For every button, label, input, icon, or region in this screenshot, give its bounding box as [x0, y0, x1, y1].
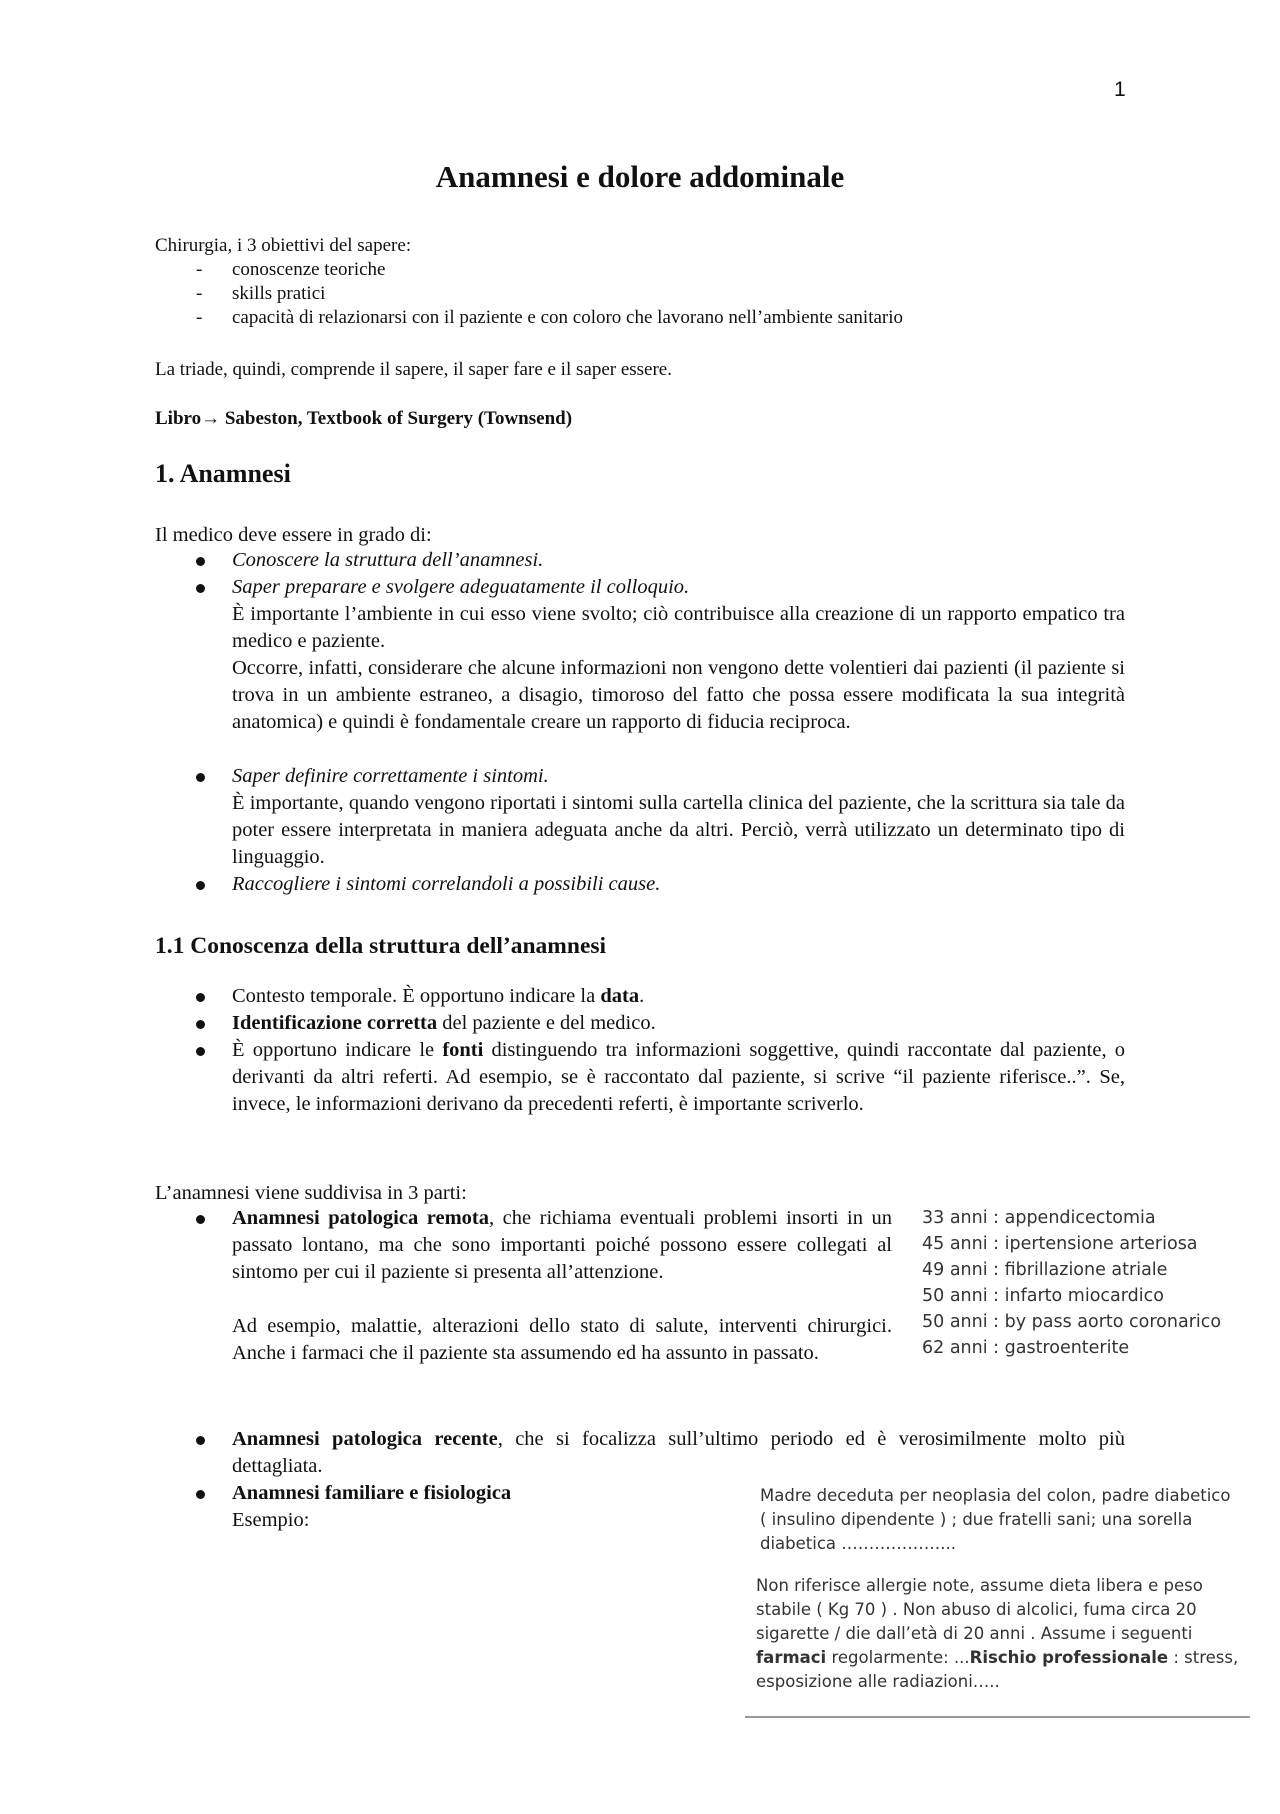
dash-marker: - — [196, 259, 203, 280]
divider — [745, 1716, 1250, 1718]
bullet-icon — [196, 1047, 205, 1056]
item-familiare: Anamnesi familiare e fisiologica — [232, 1482, 512, 1504]
bullet-icon — [196, 1490, 205, 1499]
family-line: Madre deceduta per neoplasia del colon, padre diabetico — [760, 1486, 1231, 1505]
family-line: diabetica ………………... — [760, 1534, 957, 1553]
triade-text: La triade, quindi, comprende il sapere, il saper fare e il saper essere. — [155, 359, 672, 380]
intro-item: capacità di relazionarsi con il paziente e con coloro che lavorano nell’ambiente sanitario — [232, 307, 904, 328]
item-remota: Anamnesi patologica remota, che richiama eventuali problemi insorti in un passato lontano, ma che sono importanti poiché possono essere collegati al sintomo per cui il paziente si presenta all’attenzione. — [232, 1207, 893, 1283]
history-item: 50 anni : infarto miocardico — [922, 1286, 1164, 1306]
bullet-icon — [196, 881, 205, 890]
intro-lead: Chirurgia, i 3 obiettivi del sapere: — [155, 235, 412, 256]
dash-marker: - — [196, 307, 203, 328]
bullet-structure: Conoscere la struttura dell’anamnesi. — [232, 549, 544, 571]
sintomi-paragraph: È importante, quando vengono riportati i sintomi sulla cartella clinica del paziente, che la scrittura sia tale da poter essere interpretata in maniera adeguata anche da altri. Perciò, verrà utilizzato un determinato tipo di linguaggio. — [232, 792, 1125, 868]
family-line: ( insulino dipendente ) ; due fratelli sani; una sorella — [760, 1510, 1193, 1529]
physio-line: Non riferisce allergie note, assume dieta libera e peso — [756, 1576, 1203, 1595]
intro-item: conoscenze teoriche — [232, 259, 386, 280]
colloquio-paragraph-1: È importante l’ambiente in cui esso viene svolto; ciò contribuisce alla creazione di un rapporto empatico tra medico e paziente. — [232, 603, 1125, 652]
history-item: 33 anni : appendicectomia — [922, 1208, 1156, 1228]
section-heading-anamnesi: 1. Anamnesi — [155, 459, 291, 488]
section1-lead: Il medico deve essere in grado di: — [155, 524, 432, 546]
physio-line: esposizione alle radiazioni….. — [756, 1672, 1000, 1691]
esempio-label: Esempio: — [232, 1509, 310, 1531]
intro-item: skills pratici — [232, 283, 326, 304]
remota-example: Ad esempio, malattie, alterazioni dello stato di salute, interventi chirurgici. Anche i farmaci che il paziente sta assumendo ed ha assunto in passato. — [232, 1315, 892, 1364]
libro-reference: Libro→ Sabeston, Textbook of Surgery (Townsend) — [155, 408, 573, 429]
bullet-icon — [196, 1436, 205, 1445]
history-item: 62 anni : gastroenterite — [922, 1338, 1130, 1358]
physio-line: farmaci regolarmente: ...Rischio professionale : stress, — [756, 1648, 1239, 1667]
bullet-icon — [196, 1215, 205, 1224]
bullet-icon — [196, 1020, 205, 1029]
history-item: 49 anni : fibrillazione atriale — [922, 1260, 1168, 1280]
history-item: 50 anni : by pass aorto coronarico — [922, 1312, 1222, 1332]
history-item: 45 anni : ipertensione arteriosa — [922, 1234, 1198, 1254]
page-title: Anamnesi e dolore addominale — [435, 159, 845, 194]
bullet-sintomi: Saper definire correttamente i sintomi. — [232, 765, 549, 787]
bullet-icon — [196, 773, 205, 782]
item-fonti: È opportuno indicare le fonti distinguendo tra informazioni soggettive, quindi raccontate dal paziente, o derivanti da altri referti. Ad esempio, se è raccontato dal paziente, si scrive “il paziente riferisce..”. Se, invece, le informazioni derivano da precedenti referti, è importante scriverlo. — [232, 1039, 1125, 1115]
physio-line: sigarette / die dall’età di 20 anni . Assume i seguenti — [756, 1624, 1193, 1643]
physio-line: stabile ( Kg 70 ) . Non abuso di alcolici, fuma circa 20 — [756, 1600, 1197, 1619]
item-identificazione: Identificazione corretta del paziente e del medico. — [232, 1012, 656, 1034]
bullet-icon — [196, 584, 205, 593]
bullet-colloquio: Saper preparare e svolgere adeguatamente il colloquio. — [232, 576, 690, 598]
dash-marker: - — [196, 283, 203, 304]
colloquio-paragraph-2: Occorre, infatti, considerare che alcune informazioni non vengono dette volentieri dai pazienti (il paziente si trova in un ambiente estraneo, a disagio, timoroso del fatto che possa essere modificata la sua integrità anatomica) e quindi è fondamentale creare un rapporto di fiducia reciproca. — [232, 657, 1125, 733]
page-number: 1 — [1114, 78, 1126, 101]
item-recente: Anamnesi patologica recente, che si focalizza sull’ultimo periodo ed è verosimilmente molto più dettagliata. — [232, 1428, 1125, 1477]
bullet-cause: Raccogliere i sintomi correlandoli a possibili cause. — [232, 873, 661, 895]
bullet-icon — [196, 557, 205, 566]
section-heading-struttura: 1.1 Conoscenza della struttura dell’anamnesi — [155, 933, 607, 959]
item-contesto: Contesto temporale. È opportuno indicare la data. — [232, 985, 645, 1007]
parts-lead: L’anamnesi viene suddivisa in 3 parti: — [155, 1182, 467, 1204]
bullet-icon — [196, 993, 205, 1002]
